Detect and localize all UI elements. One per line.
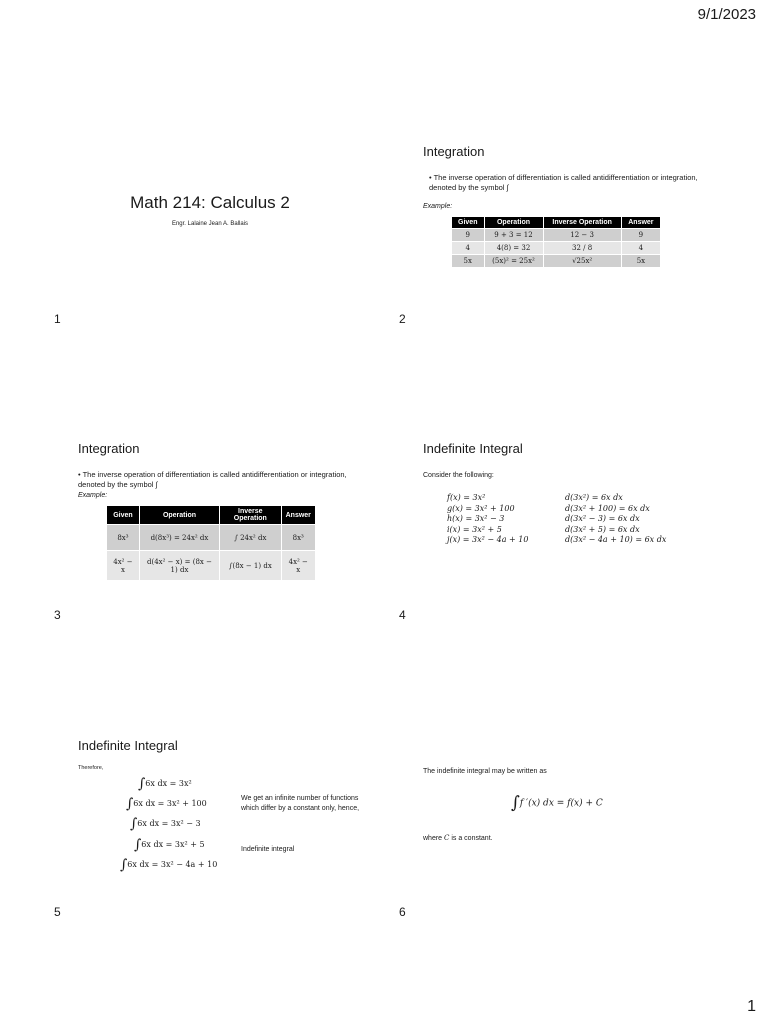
- slide-2-bullet: • The inverse operation of differentiation is called antidifferentiation or integration, denoted by the symbol ∫: [429, 173, 698, 192]
- list-item: [447, 493, 713, 504]
- slide-1-title: Math 214: Calculus 2: [130, 193, 290, 212]
- table-cell: 5x: [621, 255, 660, 268]
- derivative: d(3x² + 100) = 6x dx: [565, 503, 650, 513]
- integral-row: [120, 857, 217, 873]
- table-cell: 9 + 3 = 12: [484, 229, 543, 242]
- example-table: [106, 505, 316, 581]
- th-answer: Answer: [621, 217, 660, 229]
- function-def: g(x) = 3x² + 100: [447, 503, 515, 513]
- header-date: 9/1/2023: [697, 6, 756, 23]
- integral-icon: ∫: [134, 837, 142, 853]
- th-inverse: Inverse Operation: [220, 506, 281, 525]
- table-cell: 32 / 8: [543, 242, 621, 255]
- slide-2-title: Integration: [423, 144, 485, 159]
- table-cell: 4: [621, 242, 660, 255]
- slide-number: 4: [399, 608, 406, 622]
- function-def: f(x) = 3x²: [447, 493, 486, 502]
- constant-var: C: [444, 834, 450, 842]
- integral-text: 6x dx = 3x² − 3: [137, 819, 201, 828]
- example-table: [451, 216, 661, 268]
- table-cell: 4x² − x: [107, 551, 140, 581]
- example-label: Example:: [78, 492, 108, 499]
- example-label: Example:: [423, 203, 453, 210]
- table-cell: 8x³: [281, 525, 315, 551]
- slide-number: 3: [54, 608, 61, 622]
- table-cell: d(8x³) = 24x² dx: [139, 525, 219, 551]
- integral-icon: ∫: [126, 796, 134, 812]
- slide-3: [78, 441, 358, 611]
- line2-prefix: where: [423, 835, 443, 842]
- function-def: j(x) = 3x² − 4a + 10: [447, 535, 529, 544]
- table-row: [452, 242, 661, 255]
- bullet-text: The inverse operation of differentiation is called antidifferentiation or integration, denoted by the symbol ∫: [78, 470, 347, 489]
- table-cell: d(4x² − x) = (8x − 1) dx: [139, 551, 219, 581]
- derivative: d(3x² − 4a + 10) = 6x dx: [565, 535, 667, 544]
- slide-6: [423, 738, 713, 908]
- slide-5: [78, 738, 368, 908]
- slide-6-line1: The indefinite integral may be written as: [423, 768, 547, 775]
- table-row: [107, 525, 316, 551]
- list-item: [447, 535, 713, 546]
- table-cell: 9: [452, 229, 485, 242]
- slide-1-author: Engr. Lalaine Jean A. Ballais: [171, 221, 249, 227]
- table-row: [452, 229, 661, 242]
- slide-5-note: We get an infinite number of functions which differ by a constant only, hence,: [241, 795, 360, 812]
- table-row: [452, 255, 661, 268]
- integral-text: 6x dx = 3x²: [145, 779, 192, 788]
- slide-number: 6: [399, 905, 406, 919]
- integral-row: [130, 816, 201, 832]
- slide-3-bullet: • The inverse operation of differentiation is called antidifferentiation or integration, denoted by the symbol ∫: [78, 470, 347, 489]
- integral-row: [138, 776, 192, 792]
- therefore-label: Therefore,: [78, 765, 104, 771]
- derivative: d(3x² + 5) = 6x dx: [565, 524, 640, 534]
- slide-1: [60, 135, 360, 305]
- slide-number: 2: [399, 312, 406, 326]
- list-item: [447, 525, 713, 536]
- th-given: Given: [107, 506, 140, 525]
- function-list: [447, 493, 713, 546]
- slide-3-title: Integration: [78, 441, 140, 456]
- table-cell: (5x)² = 25x²: [484, 255, 543, 268]
- th-inverse: Inverse Operation: [543, 217, 621, 229]
- derivative: d(3x²) = 6x dx: [565, 493, 623, 502]
- table-cell: ∫(8x − 1) dx: [220, 551, 281, 581]
- slide-4-intro: Consider the following:: [423, 472, 494, 479]
- slide-5-label: Indefinite integral: [241, 846, 295, 853]
- slide-number: 1: [54, 312, 61, 326]
- table-row: [107, 551, 316, 581]
- table-cell: 4(8) = 32: [484, 242, 543, 255]
- integral-icon: ∫: [511, 793, 520, 813]
- slide-5-title: Indefinite Integral: [78, 738, 178, 753]
- page-number: 1: [747, 998, 756, 1015]
- table-cell: √25x²: [543, 255, 621, 268]
- integral-icon: ∫: [120, 857, 128, 873]
- derivative: d(3x² − 3) = 6x dx: [565, 514, 640, 523]
- table-cell: 4: [452, 242, 485, 255]
- list-item: [447, 514, 713, 525]
- slide-4: [423, 441, 713, 611]
- th-answer: Answer: [281, 506, 315, 525]
- table-cell: 12 − 3: [543, 229, 621, 242]
- integral-row: [126, 796, 207, 812]
- function-def: i(x) = 3x² + 5: [447, 524, 502, 534]
- formula-text: f ′(x) dx = f(x) + C: [519, 798, 603, 809]
- th-operation: Operation: [484, 217, 543, 229]
- table-cell: 8x³: [107, 525, 140, 551]
- integral-row: [134, 837, 205, 853]
- integral-icon: ∫: [138, 776, 146, 792]
- integral-text: 6x dx = 3x² + 5: [141, 840, 205, 849]
- integral-text: 6x dx = 3x² − 4a + 10: [127, 860, 218, 869]
- slide-number: 5: [54, 905, 61, 919]
- slide-6-line2: [423, 834, 493, 842]
- integral-text: 6x dx = 3x² + 100: [133, 799, 207, 808]
- integral-icon: ∫: [130, 816, 138, 832]
- table-cell: 9: [621, 229, 660, 242]
- th-operation: Operation: [139, 506, 219, 525]
- function-def: h(x) = 3x² − 3: [447, 514, 505, 523]
- line2-suffix: is a constant.: [451, 835, 493, 842]
- table-cell: ∫ 24x² dx: [220, 525, 281, 551]
- bullet-text: The inverse operation of differentiation is called antidifferentiation or integration, denoted by the symbol ∫: [429, 173, 698, 192]
- table-cell: 4x² − x: [281, 551, 315, 581]
- slide-6-formula: [511, 793, 603, 813]
- slide-2: [423, 144, 713, 314]
- slide-4-title: Indefinite Integral: [423, 441, 523, 456]
- table-cell: 5x: [452, 255, 485, 268]
- list-item: [447, 504, 713, 515]
- th-given: Given: [452, 217, 485, 229]
